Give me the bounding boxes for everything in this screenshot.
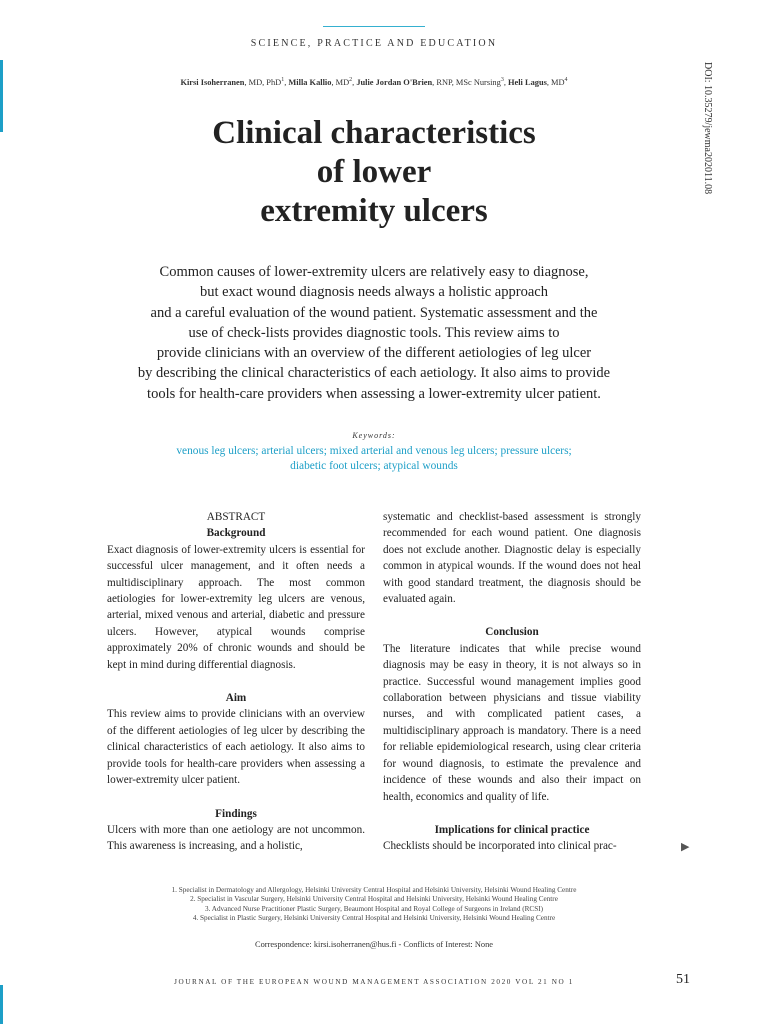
title-line: of lower	[316, 154, 432, 190]
author-credentials: , MD, PhD	[244, 77, 282, 87]
intro-line: but exact wound diagnosis needs always a holistic approach	[200, 284, 548, 301]
author-name: Julie Jordan O'Brien	[356, 77, 433, 87]
implications-text: Checklists should be incorporated into clinical prac-	[383, 840, 617, 853]
author-affiliation: 3	[500, 77, 504, 83]
implications-heading: Implications for clinical practice	[434, 823, 590, 836]
article-title	[0, 114, 748, 231]
intro-line: and a careful evaluation of the wound patient. Systematic assessment and the	[150, 304, 598, 321]
keywords-line: venous leg ulcers; arterial ulcers; mixed arterial and venous leg ulcers; pressure ulcers;	[176, 445, 572, 457]
keywords-list	[0, 444, 748, 474]
intro-paragraph	[0, 262, 748, 404]
aim-text: This review aims to provide clinicians with an overview of the different aetiologies of leg ulcer by describing the clinical characteristics of each aetiology. It also aims to provide tools for health-care providers when assessing a lower-extremity ulcer patient.	[107, 708, 365, 787]
author-credentials: , MD	[331, 77, 350, 87]
author-affiliation: 1	[281, 77, 285, 83]
header-rule	[323, 26, 425, 27]
findings-text-continued: systematic and checklist-based assessment is strongly recommended for each wound patient. One diagnosis does not exclude another. Diagnostic delay is especially common in atypical wounds. If the wound does not heal with good standard treatment, the diagnosis should be evaluated again.	[383, 511, 641, 606]
author-affiliation: 4	[564, 77, 568, 83]
abstract-column-left	[107, 509, 365, 855]
footnote: 2. Specialist in Vascular Surgery, Helsinki University Central Hospital and Helsinki University, Helsinki Wound Healing Centre	[190, 895, 558, 904]
author-name: Milla Kallio	[288, 77, 332, 87]
conclusion-text: The literature indicates that while precise wound diagnosis may be easy in theory, it is not always so in practice. Successful wound management implies good collaboration between physicians and tissue viability nurses, and with complicated patient cases, a multidisciplinary approach is mandatory. There is a need for reliable epidemiological research, using clear criteria for wound diagnosis, to estimate the prevalence and incidence of these wounds and also their impact on health, economics and quality of life.	[383, 642, 641, 803]
footnote: 1. Specialist in Dermatology and Allergology, Helsinki University Central Hospital and Helsinki University, Helsinki Wound Healing Centre	[171, 886, 577, 894]
author-name: Heli Lagus	[508, 77, 547, 87]
doi-label: DOI: 10.35279/jewma202011.08	[702, 62, 713, 195]
keywords-label: Keywords:	[352, 431, 396, 440]
findings-text: Ulcers with more than one aetiology are not uncommon. This awareness is increasing, and a holistic,	[107, 823, 365, 853]
section-label: SCIENCE, PRACTICE AND EDUCATION	[250, 38, 498, 49]
background-text: Exact diagnosis of lower-extremity ulcers is essential for successful ulcer management, and it often needs a multidisciplinary approach. The most common aetiologies for lower-extremity leg ulcers are venous, arterial, mixed venous and arterial, diabetic and pressure ulcers. However, atypical wounds comprise approximately 20% of chronic wounds and should be kept in mind during differential diagnosis.	[107, 543, 365, 671]
aim-heading: Aim	[225, 692, 247, 705]
intro-line: Common causes of lower-extremity ulcers are relatively easy to diagnose,	[159, 264, 589, 280]
author-affiliation: 2	[349, 77, 353, 83]
conclusion-heading: Conclusion	[485, 626, 539, 639]
abstract-column-right	[383, 509, 641, 855]
findings-heading: Findings	[215, 807, 257, 820]
continue-arrow-icon: ▶	[681, 841, 690, 853]
author-credentials: , RNP, MSc Nursing	[432, 77, 501, 87]
abstract-title: ABSTRACT	[206, 511, 266, 523]
footnote: 3. Advanced Nurse Practitioner Plastic Surgery, Beaumont Hospital and Royal College of Surgeons in Ireland (RCSI)	[204, 904, 544, 913]
footnote: 4. Specialist in Plastic Surgery, Helsinki University Central Hospital and Helsinki University, Helsinki Wound Healing Centre	[192, 914, 556, 923]
journal-footer: JOURNAL OF THE EUROPEAN WOUND MANAGEMENT ASSOCIATION 2020 VOL 21 NO 1	[174, 978, 574, 986]
author-name: Kirsi Isoherranen	[180, 77, 245, 87]
intro-line: provide clinicians with an overview of the different aetiologies of leg ulcer	[156, 345, 592, 362]
author-line: Kirsi Isoherranen, MD, PhD$^1$, Milla Kallio, $MD^2$, Julie Jordan O'Brien, RNP, MSc Nursing$^3$, Heli Lagus, $MD^4$	[180, 77, 568, 87]
keywords-line: diabetic foot ulcers; atypical wounds	[290, 460, 458, 472]
page-number: 51	[676, 972, 690, 987]
left-accent-bar-bottom	[0, 985, 3, 1024]
intro-line: use of check-lists provides diagnostic tools. This review aims to	[188, 324, 560, 341]
background-heading: Background	[206, 527, 266, 540]
intro-line: by describing the clinical characteristics of each aetiology. It also aims to provide	[137, 365, 611, 382]
title-line: extremity ulcers	[260, 193, 488, 229]
author-credentials: , MD	[546, 77, 565, 87]
affiliation-footnotes	[0, 886, 748, 924]
intro-line: tools for health-care providers when assessing a lower-extremity ulcer patient.	[147, 385, 601, 402]
correspondence-line: Correspondence: kirsi.isoherranen@hus.fi - Conflicts of Interest: None	[255, 940, 493, 949]
title-line: Clinical characteristics	[212, 115, 536, 151]
